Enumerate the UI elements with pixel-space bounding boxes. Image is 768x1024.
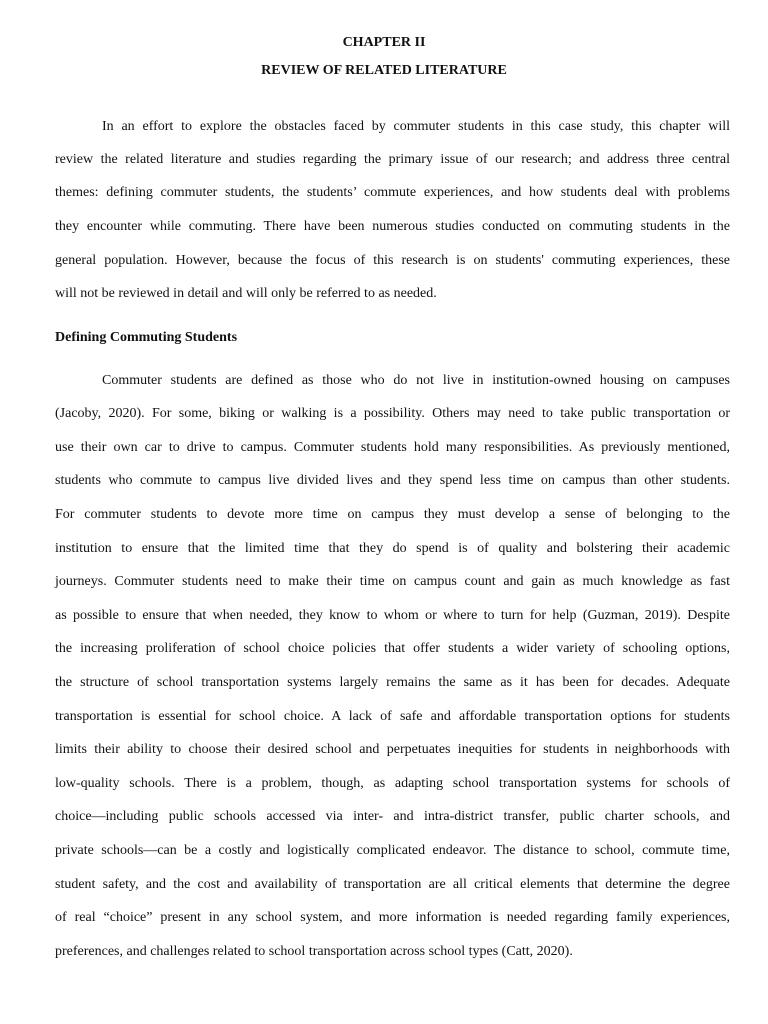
paragraph-line: institution to ensure that the limited time that they do spend is of quality and bolstering their academic (55, 541, 730, 556)
paragraph-line: the structure of school transportation systems largely remains the same as it has been for decades. Adequate (55, 675, 730, 690)
paragraph-line: student safety, and the cost and availability of transportation are all critical elements that determine the degree (55, 877, 730, 892)
paragraph-line: Commuter students are defined as those who do not live in institution-owned housing on campuses (102, 373, 730, 388)
paragraph-line: they encounter while commuting. There have been numerous studies conducted on commuting students in the (55, 219, 730, 234)
paragraph-line: For commuter students to devote more time on campus they must develop a sense of belonging to the (55, 507, 730, 522)
paragraph-line: In an effort to explore the obstacles faced by commuter students in this case study, this chapter will (102, 119, 730, 134)
paragraph-line: low-quality schools. There is a problem, though, as adapting school transportation systems for schools of (55, 776, 730, 791)
paragraph-line: of real “choice” present in any school system, and more information is needed regarding family experiences, (55, 910, 730, 925)
paragraph-line: (Jacoby, 2020). For some, biking or walking is a possibility. Others may need to take public transportation or (55, 406, 730, 421)
paragraph-line: private schools—can be a costly and logistically complicated endeavor. The distance to school, commute time, (55, 843, 730, 858)
paragraph-line: themes: defining commuter students, the students’ commute experiences, and how students deal with problems (55, 185, 730, 200)
paragraph-line: preferences, and challenges related to school transportation across school types (Catt, 2020). (55, 944, 573, 959)
chapter-label: CHAPTER II (342, 35, 426, 50)
paragraph-line: as possible to ensure that when needed, they know to whom or where to turn for help (Guzman, 2019). Despite (55, 608, 730, 623)
paragraph-line: the increasing proliferation of school choice policies that offer students a wider variety of schooling options, (55, 641, 730, 656)
chapter-title: REVIEW OF RELATED LITERATURE (261, 63, 507, 78)
paragraph-line: will not be reviewed in detail and will only be referred to as needed. (55, 286, 437, 301)
section-heading: Defining Commuting Students (55, 330, 238, 345)
paragraph-line: limits their ability to choose their desired school and perpetuates inequities for students in neighborhoods with (55, 742, 730, 757)
paragraph-line: students who commute to campus live divided lives and they spend less time on campus than other students. (55, 473, 730, 488)
paragraph-line: choice—including public schools accessed via inter- and intra-district transfer, public charter schools, and (55, 809, 730, 824)
paragraph-line: journeys. Commuter students need to make their time on campus count and gain as much knowledge as fast (55, 574, 730, 589)
paragraph-line: review the related literature and studies regarding the primary issue of our research; and address three central (55, 152, 730, 167)
paragraph-line: use their own car to drive to campus. Commuter students hold many responsibilities. As previously mentioned, (55, 440, 730, 455)
paragraph-line: transportation is essential for school choice. A lack of safe and affordable transportation options for students (55, 709, 730, 724)
paragraph-line: general population. However, because the focus of this research is on students' commuting experiences, these (55, 253, 730, 268)
